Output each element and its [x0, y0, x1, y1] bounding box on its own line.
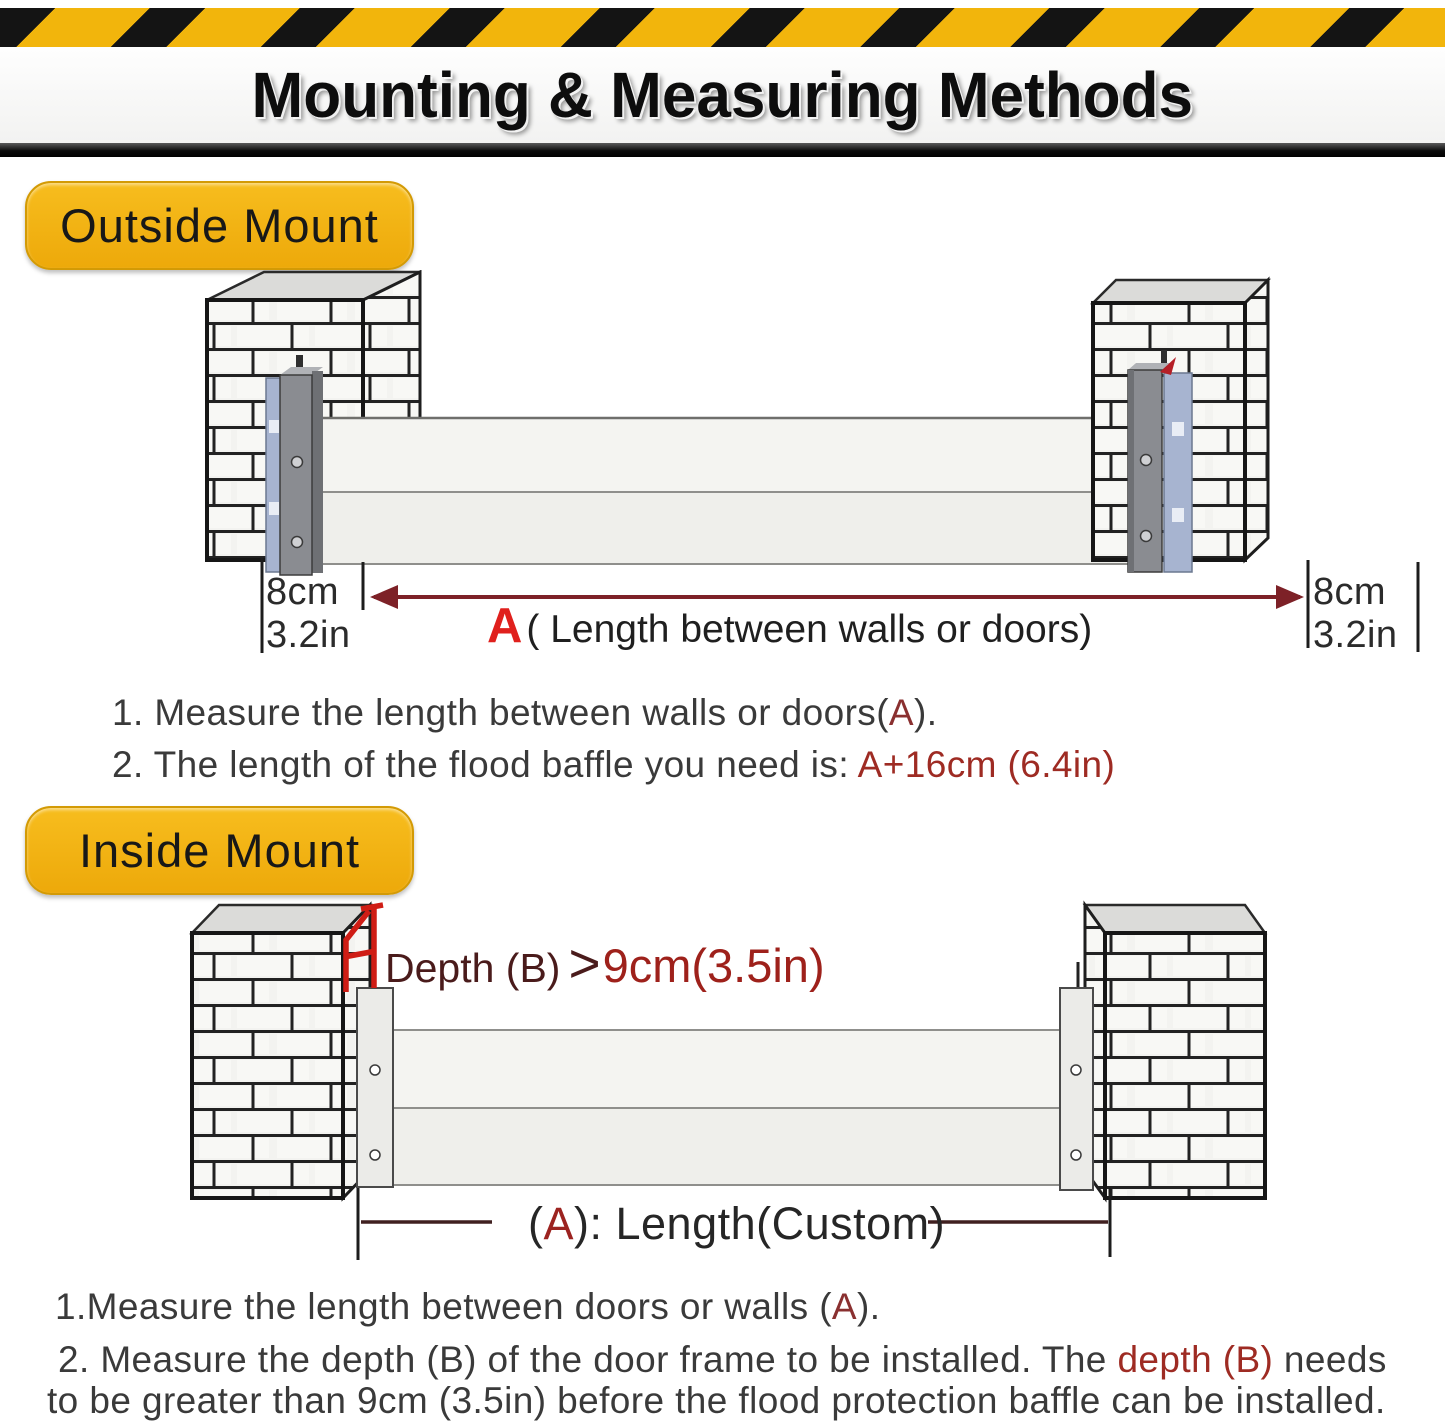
baffle-top-board [322, 418, 1132, 492]
banner-divider-bar [0, 143, 1445, 157]
left-mounting-channel [357, 988, 393, 1187]
highlight-a: A [888, 692, 915, 733]
right-offset-inch: 3.2in [1313, 613, 1398, 656]
inside-span-label: ( A ): Length(Custom) [528, 1198, 946, 1249]
inside-step-2-line-1: 2. Measure the depth (B) of the door frame to be installed. The depth (B) needs [58, 1339, 1387, 1380]
arrowhead-right-icon [1276, 585, 1304, 609]
left-offset-label [266, 571, 350, 656]
inside-right-brick-pillar [1085, 905, 1265, 1198]
left-offset-cm: 8cm [266, 571, 339, 613]
outside-mount-badge-label: Outside Mount [60, 199, 379, 252]
highlight-length-formula: A+16cm (6.4in) [857, 744, 1116, 785]
depth-value: 9cm(3.5in) [602, 939, 825, 992]
pillar-top-face [1085, 905, 1265, 933]
baffle-bottom-board [393, 1108, 1062, 1185]
hazard-stripes-banner [0, 8, 1445, 47]
span-letter-a: A [487, 599, 523, 653]
pillar-front-face [1105, 933, 1265, 1198]
left-offset-inch: 3.2in [266, 613, 351, 656]
span-description: ( Length between walls or doors) [526, 608, 1093, 651]
outside-mount-badge [25, 181, 414, 270]
highlight-depth-b: depth (B) [1117, 1339, 1274, 1380]
flood-baffle [393, 1030, 1062, 1185]
greater-than-sign: > [568, 932, 601, 994]
pillar-top-face [1093, 280, 1268, 303]
span-a-label [487, 598, 1092, 654]
baffle-bottom-board [322, 492, 1132, 564]
outside-step-2: 2. The length of the flood baffle you need is: A+16cm (6.4in) [112, 744, 1116, 785]
outside-step-1: 1. Measure the length between walls or doors(A). [112, 692, 938, 733]
baffle-top-board [393, 1030, 1062, 1108]
seal-strip [1164, 373, 1192, 572]
inside-mount-badge-label: Inside Mount [78, 824, 361, 877]
right-offset-label [1313, 571, 1397, 656]
inside-mount-badge [25, 806, 414, 895]
right-mounting-channel [1060, 962, 1093, 1190]
right-offset-cm: 8cm [1313, 571, 1386, 613]
pillar-top-face [192, 905, 370, 933]
span-letter-a: A [543, 1198, 575, 1249]
flood-baffle [322, 418, 1132, 564]
page-title: Mounting & Measuring Methods [251, 59, 1194, 131]
depth-label [385, 931, 825, 995]
pillar-front-face [192, 933, 343, 1198]
inside-step-1: 1.Measure the length between doors or walls (A). [55, 1286, 881, 1327]
highlight-a: A [831, 1286, 858, 1327]
depth-text: Depth (B) [385, 945, 561, 991]
arrowhead-left-icon [370, 585, 398, 609]
inside-step-2-line-2: to be greater than 9cm (3.5in) before the flood protection baffle can be installed. [47, 1380, 1386, 1421]
right-mounting-channel [1128, 350, 1192, 572]
title-band [0, 47, 1445, 143]
pillar-side-face [1245, 280, 1268, 560]
left-mounting-channel [266, 355, 323, 575]
